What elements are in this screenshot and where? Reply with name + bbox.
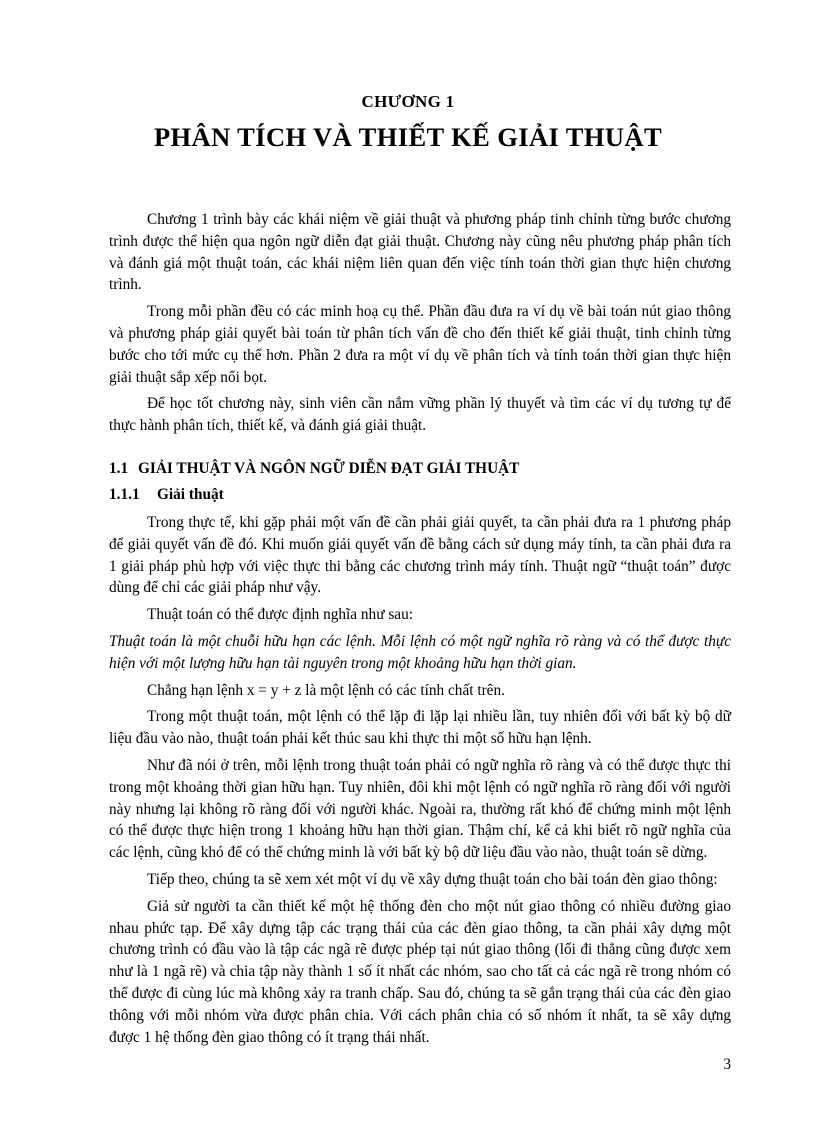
intro-paragraph: Để học tốt chương này, sinh viên cần nắm vững phần lý thuyết và tìm các ví dụ tương tự để thực hành phân tích, thiết kế, và đánh giá giải thuật.	[109, 395, 731, 435]
body-paragraph: Trong thực tế, khi gặp phải một vấn đề cần phải giải quyết, ta cần phải đưa ra 1 phương pháp để giải quyết vấn đề đó. Khi muốn giải quyết vấn đề bằng cách sử dụng máy tính, ta cần phải đưa ra 1 giải pháp phù hợp với việc thực thi bằng các chương trình máy tính. Thuật ngữ “thuật toán” được dùng để chỉ các giải pháp như vậy.	[109, 514, 731, 597]
section-heading	[109, 459, 731, 479]
chapter-intro	[109, 209, 731, 442]
chapter-title: PHÂN TÍCH VÀ THIẾT KẾ GIẢI THUẬT	[153, 122, 663, 152]
body-paragraph: Trong một thuật toán, một lệnh có thể lặp đi lặp lại nhiều lần, tuy nhiên đối với bất kỳ bộ dữ liệu đầu vào nào, thuật toán phải kết thúc sau khi thực thi một số hữu hạn lệnh.	[109, 708, 731, 748]
section-number: 1.1	[109, 460, 129, 477]
algorithm-definition: Thuật toán là một chuỗi hữu hạn các lệnh. Mỗi lệnh có một ngữ nghĩa rõ ràng và có thể được thực hiện với một lượng hữu hạn tài nguyên trong một khoảng hữu hạn thời gian.	[109, 632, 731, 672]
body-paragraph: Giả sử người ta cần thiết kế một hệ thống đèn cho một nút giao thông có nhiều đường giao nhau phức tạp. Để xây dựng tập các trạng thái của các đèn giao thông, ta cần phải xây dựng một chương trình có đầu vào là tập các ngã rẽ được phép tại nút giao thông (lối đi thẳng cũng được xem như là 1 ngã rẽ) và chia tập này thành 1 số ít nhất các nhóm, sao cho tất cả các ngã rẽ trong nhóm có thể được đi cùng lúc mà không xảy ra tranh chấp. Sau đó, chúng ta sẽ gắn trạng thái của các đèn giao thông với mỗi nhóm vừa được phân chia. Với cách phân chia có số nhóm ít nhất, ta sẽ xây dựng được 1 hệ thống đèn giao thông có ít trạng thái nhất.	[109, 897, 731, 1046]
page-number: 3	[723, 1056, 731, 1073]
body-paragraph: Như đã nói ở trên, mỗi lệnh trong thuật toán phải có ngữ nghĩa rõ ràng và có thể được thực thi trong một khoảng thời gian hữu hạn. Tuy nhiên, đôi khi một lệnh có ngữ nghĩa rõ ràng đối với người này nhưng lại không rõ ràng đối với người khác. Ngoài ra, thường rất khó để chứng minh một lệnh có thể được thực hiện trong 1 khoảng hữu hạn thời gian. Thậm chí, kể cả khi biết rõ ngữ nghĩa của các lệnh, cũng khó để có thể chứng minh là với bất kỳ bộ dữ liệu đầu vào nào, thuật toán sẽ dừng.	[109, 756, 731, 862]
subsection-heading	[109, 485, 731, 505]
body-paragraph: Chẳng hạn lệnh x = y + z là một lệnh có các tính chất trên.	[147, 681, 505, 699]
section-1-1	[109, 459, 731, 1053]
chapter-label: CHƯƠNG 1	[361, 92, 455, 111]
intro-paragraph: Trong mỗi phần đều có các minh hoạ cụ thể. Phần đầu đưa ra ví dụ về bài toán nút giao thông và phương pháp giải quyết bài toán từ phân tích vấn đề cho đến thiết kế giải thuật, tinh chỉnh từng bước cho tới mức cụ thể hơn. Phần 2 đưa ra một ví dụ về phân tích và tính toán thời gian thực hiện giải thuật sắp xếp nổi bọt.	[109, 303, 731, 386]
section-title: GIẢI THUẬT VÀ NGÔN NGỮ DIỄN ĐẠT GIẢI THUẬT	[138, 460, 520, 477]
intro-paragraph: Chương 1 trình bày các khái niệm về giải thuật và phương pháp tinh chỉnh từng bước chương trình được thể hiện qua ngôn ngữ diễn đạt giải thuật. Chương này cũng nêu phương pháp phân tích và đánh giá một thuật toán, các khái niệm liên quan đến việc tính toán thời gian thực hiện chương trình.	[109, 211, 731, 294]
subsection-number: 1.1.1	[109, 486, 140, 503]
subsection-title: Giải thuật	[157, 486, 224, 503]
body-paragraph: Tiếp theo, chúng ta sẽ xem xét một ví dụ về xây dựng thuật toán cho bài toán đèn giao thông:	[147, 870, 718, 888]
body-paragraph: Thuật toán có thể được định nghĩa như sau:	[147, 606, 413, 624]
